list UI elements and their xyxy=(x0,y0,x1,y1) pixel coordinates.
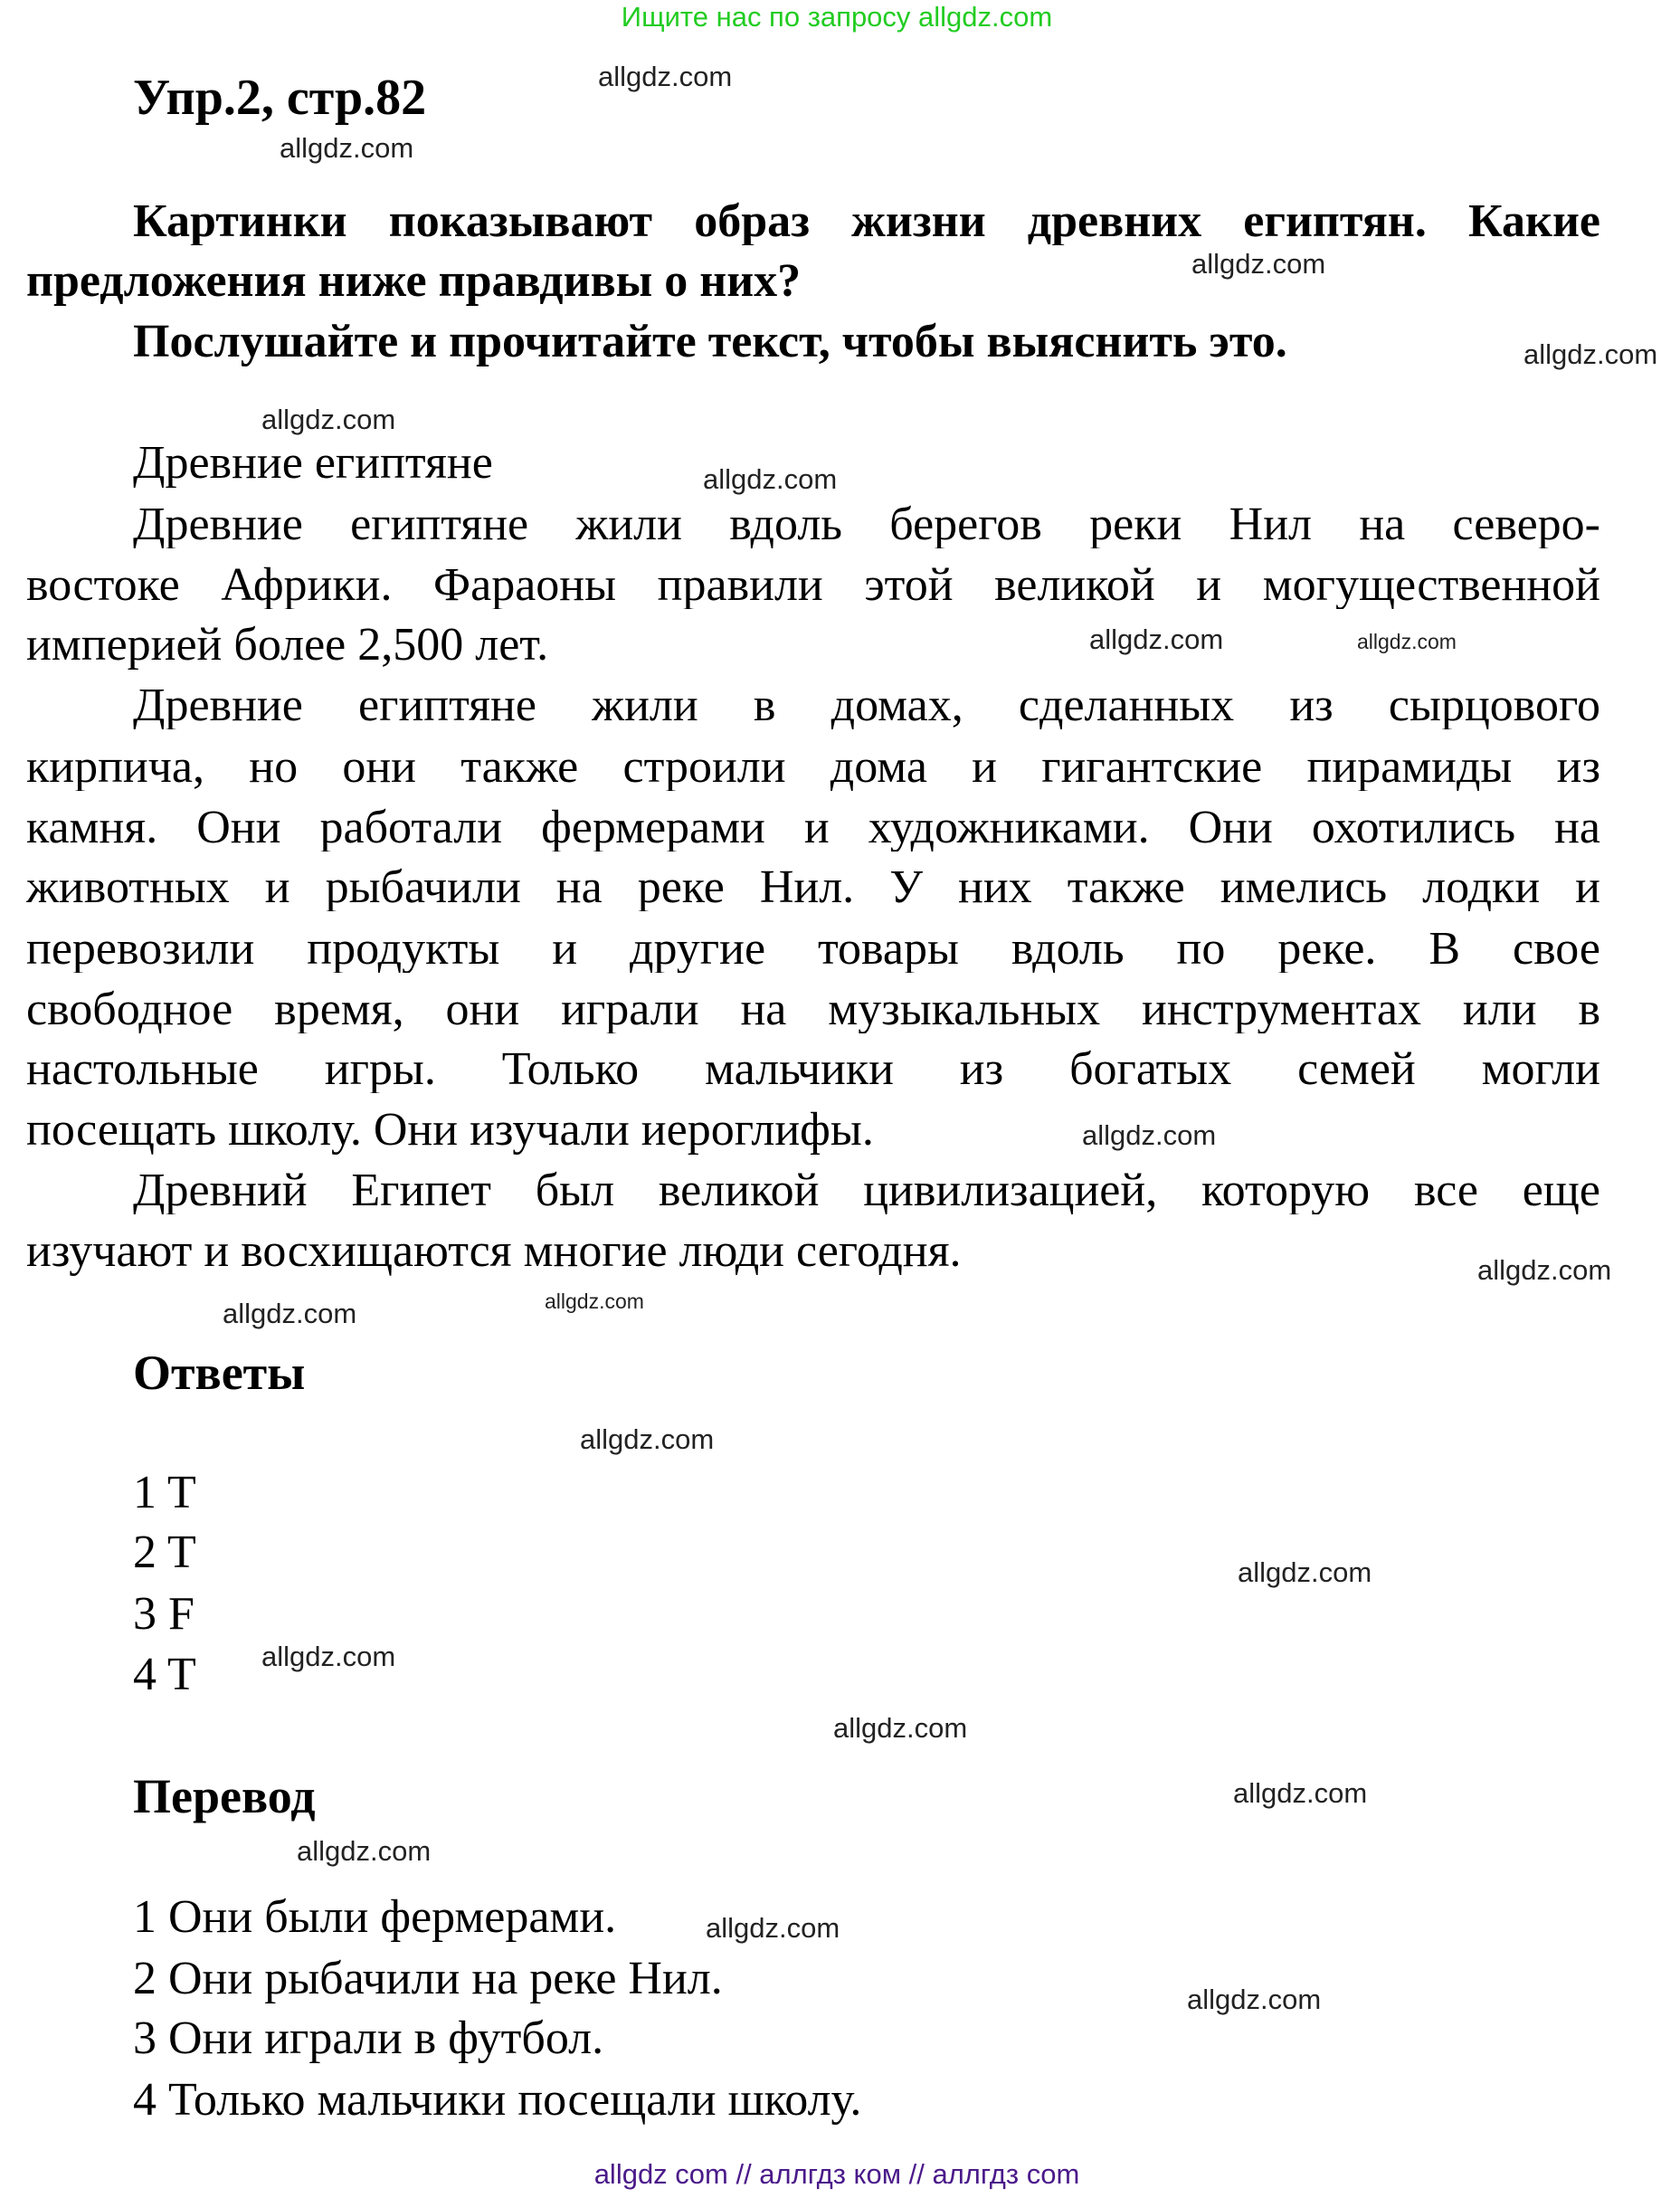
answer-item: 1 T xyxy=(133,1467,196,1518)
watermark: allgdz.com xyxy=(1089,623,1224,655)
text-line: настольные игры. Только мальчики из богатых семей могли xyxy=(26,1046,1600,1093)
text-line: кирпича, но они также строили дома и гигантские пирамиды из xyxy=(26,744,1600,791)
text-line: изучают и восхищаются многие люди сегодня. xyxy=(26,1225,962,1277)
text-line: камня. Они работали фермерами и художниками. Они охотились на xyxy=(26,804,1600,852)
watermark: allgdz.com xyxy=(706,1912,840,1944)
text-line: империей более 2,500 лет. xyxy=(26,619,549,671)
watermark: allgdz.com xyxy=(703,463,838,495)
watermark: allgdz.com xyxy=(545,1289,644,1313)
translation-heading: Перевод xyxy=(133,1769,316,1823)
translation-item: 4 Только мальчики посещали школу. xyxy=(133,2074,862,2126)
task-line: Послушайте и прочитайте текст, чтобы выяснить это. xyxy=(133,316,1287,367)
answer-item: 4 T xyxy=(133,1649,196,1700)
task-line: предложения ниже правдивы о них? xyxy=(26,255,802,307)
task-line: Картинки показывают образ жизни древних египтян. Какие xyxy=(133,198,1600,245)
answer-item: 3 F xyxy=(133,1588,195,1640)
answers-heading: Ответы xyxy=(133,1346,306,1400)
watermark: allgdz.com xyxy=(580,1423,715,1455)
text-line: Древние египтяне жили в домах, сделанных из сырцового xyxy=(133,682,1600,729)
watermark: allgdz.com xyxy=(1238,1556,1372,1588)
watermark: allgdz.com xyxy=(223,1298,357,1329)
watermark: allgdz.com xyxy=(1233,1777,1368,1809)
answer-item: 2 T xyxy=(133,1527,196,1578)
watermark: allgdz.com xyxy=(297,1835,432,1867)
watermark: allgdz.com xyxy=(833,1712,968,1744)
watermark: allgdz.com xyxy=(1477,1254,1612,1286)
text-title: Древние египтяне xyxy=(133,437,493,489)
text-line: посещать школу. Они изучали иероглифы. xyxy=(26,1104,874,1156)
watermark: allgdz.com xyxy=(598,61,733,92)
watermark: allgdz.com xyxy=(1191,248,1326,280)
text-line: свободное время, они играли на музыкальных инструментах или в xyxy=(26,986,1600,1033)
watermark: allgdz.com xyxy=(1082,1119,1217,1151)
translation-item: 3 Они играли в футбол. xyxy=(133,2012,604,2064)
text-line: Древние египтяне жили вдоль берегов реки Нил на северо- xyxy=(133,501,1600,548)
text-line: животных и рыбачили на реке Нил. У них также имелись лодки и xyxy=(26,864,1600,911)
watermark: allgdz.com xyxy=(1523,338,1658,370)
text-line: востоке Африки. Фараоны правили этой великой и могущественной xyxy=(26,562,1600,609)
footer-links: allgdz com // аллгдз ком // аллгдз com xyxy=(593,2158,1080,2190)
page-title: Упр.2, стр.82 xyxy=(133,70,427,126)
search-banner: Ищите нас по запросу allgdz.com xyxy=(621,1,1053,33)
watermark: allgdz.com xyxy=(261,1641,396,1672)
translation-item: 2 Они рыбачили на реке Нил. xyxy=(133,1953,723,2004)
text-line: перевозили продукты и другие товары вдоль по реке. В свое xyxy=(26,926,1600,973)
text-line: Древний Египет был великой цивилизацией, которую все еще xyxy=(133,1167,1600,1214)
watermark: allgdz.com xyxy=(1187,1984,1322,2015)
translation-item: 1 Они были фермерами. xyxy=(133,1891,617,1943)
watermark: allgdz.com xyxy=(280,132,414,164)
watermark: allgdz.com xyxy=(261,404,396,435)
watermark: allgdz.com xyxy=(1357,630,1457,653)
